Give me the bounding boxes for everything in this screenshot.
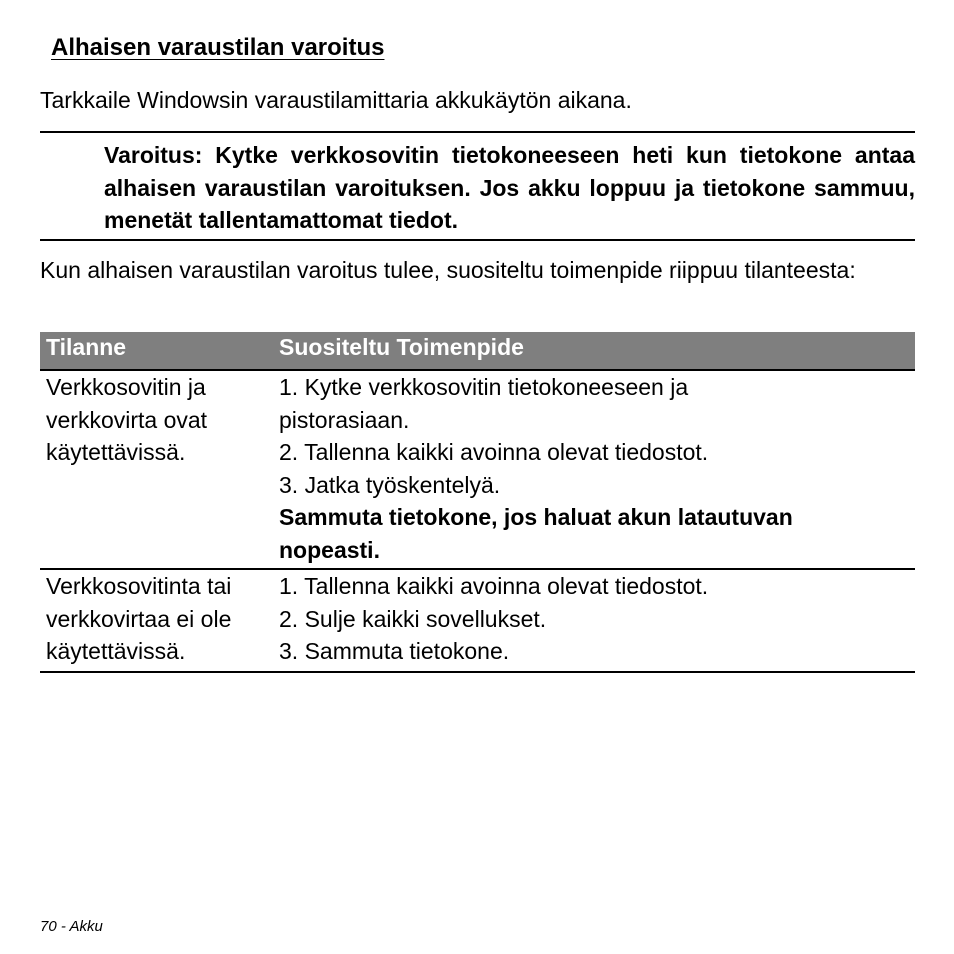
action-cell <box>279 371 915 568</box>
step-line: 1. Kytke verkkosovitin tietokoneeseen ja <box>279 374 689 400</box>
step-line: 3. Sammuta tietokone. <box>279 638 510 664</box>
note-line: Sammuta tietokone, jos haluat akun latautuvan <box>279 504 793 530</box>
section-heading: Alhaisen varaustilan varoitus <box>51 34 385 61</box>
situation-line: verkkovirtaa ei ole <box>46 605 232 632</box>
situation-line: käytettävissä. <box>46 638 186 664</box>
warning-bottom-rule <box>40 239 915 241</box>
table-header-row <box>40 332 915 371</box>
step-line: 1. Tallenna kaikki avoinna olevat tiedostot. <box>279 573 709 599</box>
recommendation-paragraph: Kun alhaisen varaustilan varoitus tulee, suositeltu toimenpide riippuu tilanteesta: <box>40 257 856 283</box>
warning-text: Varoitus: Kytke verkkosovitin tietokoneeseen heti kun tietokone antaa alhaisen varaustilan varoituksen. Jos akku loppuu ja tietokone sammuu, menetät tallentamattomat tiedot. <box>104 142 915 233</box>
situation-line: verkkovirta ovat <box>46 406 208 433</box>
page-footer: 70 - Akku <box>40 918 103 935</box>
situation-line: Verkkosovitinta tai <box>46 573 232 599</box>
table-row <box>40 570 915 673</box>
warning-top-rule <box>40 131 915 133</box>
intro-text: Tarkkaile Windowsin varaustilamittaria akkukäytön aikana. <box>40 87 632 113</box>
recommendation-table <box>40 332 915 673</box>
step-line: 2. Sulje kaikki sovellukset. <box>279 605 547 632</box>
situation-line: Verkkosovitin ja <box>46 374 206 400</box>
header-action: Suositeltu Toimenpide <box>279 334 524 360</box>
situation-line: käytettävissä. <box>46 439 186 465</box>
action-cell <box>279 570 915 671</box>
situation-cell <box>40 371 279 568</box>
step-line: 3. Jatka työskentelyä. <box>279 471 501 498</box>
note-line: nopeasti. <box>279 536 380 563</box>
header-situation: Tilanne <box>46 334 127 360</box>
table-row <box>40 371 915 570</box>
step-line: pistorasiaan. <box>279 406 410 433</box>
step-line: 2. Tallenna kaikki avoinna olevat tiedostot. <box>279 439 709 465</box>
situation-cell <box>40 570 279 671</box>
